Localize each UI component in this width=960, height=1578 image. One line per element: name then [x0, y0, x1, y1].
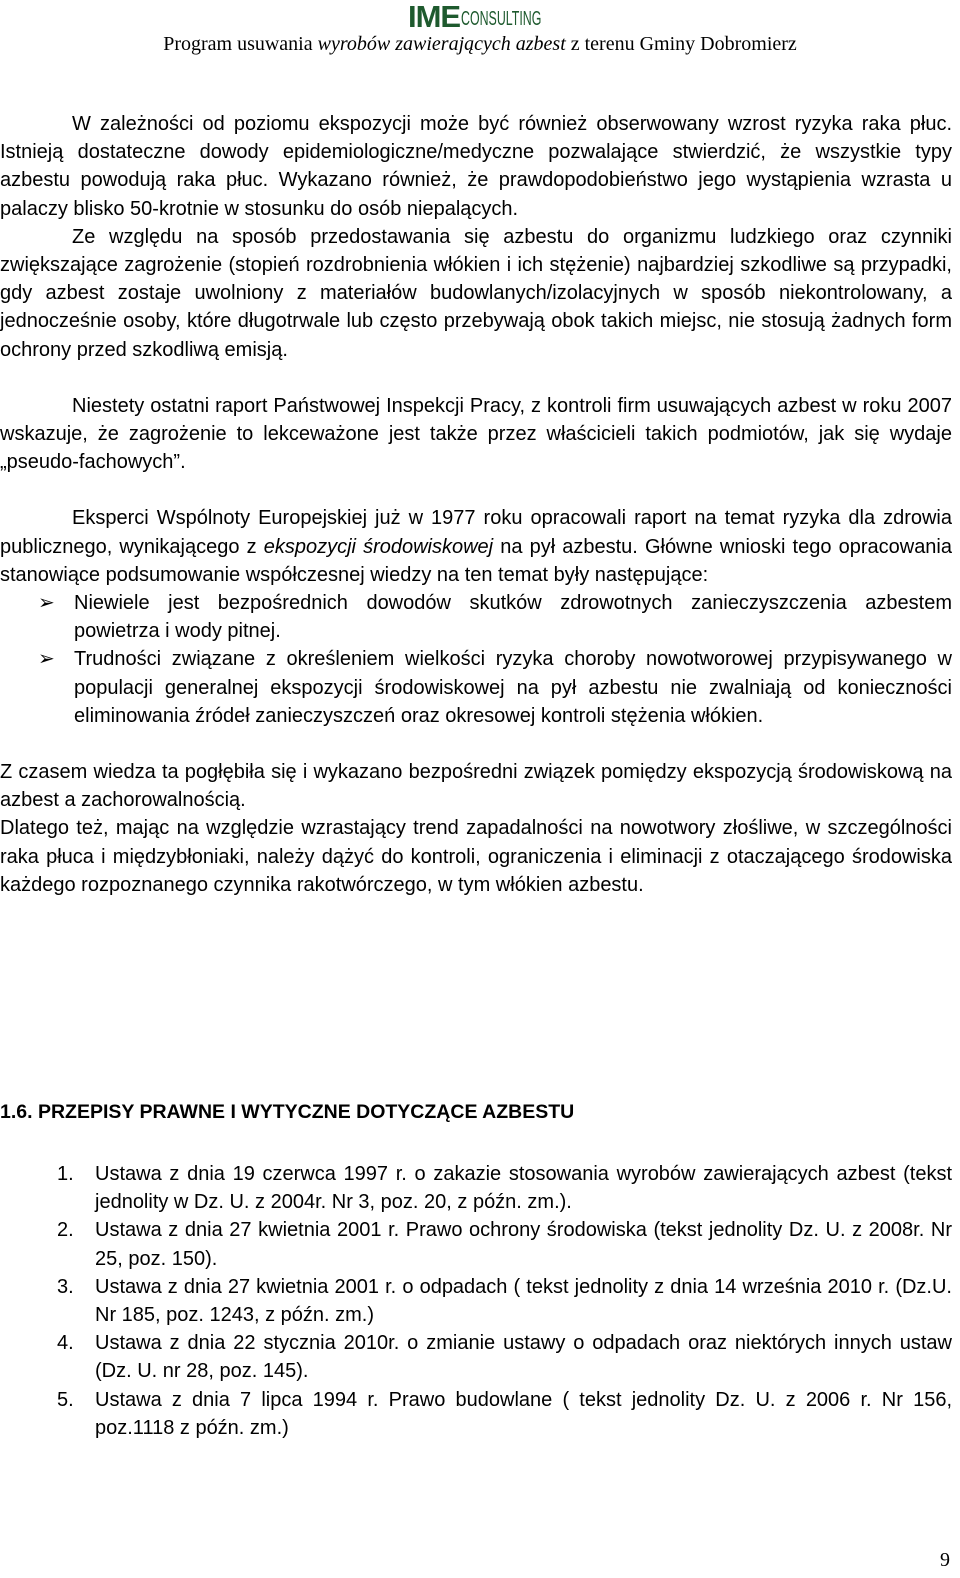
list-item: [0, 645, 952, 730]
document-title: [0, 32, 960, 56]
list-item: [0, 589, 952, 645]
list-item-text: Trudności związane z określeniem wielkości ryzyka choroby nowotworowej przypisywanego w populacji generalnej ekspozycji środowiskowej na pył azbestu nie zwalniają od konieczności eliminowania źródeł zanieczyszczeń oraz okresowej kontroli stężenia włókien.: [74, 648, 952, 727]
arrowhead-bullet-icon: ➢: [38, 648, 55, 671]
list-item-number: 1.: [57, 1163, 74, 1185]
paragraph-knowledge-deepened: Z czasem wiedza ta pogłębiła się i wykazano bezpośredni związek pomiędzy ekspozycją środowiskową na azbest a zachorowalnością.: [0, 761, 952, 812]
list-item-number: 5.: [57, 1388, 74, 1411]
legal-acts-list: [0, 1160, 952, 1442]
list-item-text: Niewiele jest bezpośrednich dowodów skutków zdrowotnych zanieczyszczenia azbestem powietrza i wody pitnej.: [74, 592, 952, 643]
paragraph-lung-cancer-risk: W zależności od poziomu ekspozycji może być również obserwowany wzrost ryzyka raka płuc. Istnieją dostateczne dowody epidemiologiczne/medyczne pozwalające stwierdzić, że wszystkie typy azbestu powodują raka płuc. Wykazano również, że prawdopodobieństwo jego wystąpienia wzrasta u palaczy blisko 50-krotnie w stosunku do osób niepalących.: [0, 113, 952, 220]
title-prefix: Program usuwania: [163, 33, 313, 55]
logo-main-text: IME: [408, 0, 461, 34]
list-item: [0, 1273, 952, 1329]
paragraph-eu-experts: [0, 504, 952, 589]
list-item-text: Ustawa z dnia 27 kwietnia 2001 r. Prawo ochrony środowiska (tekst jednolity Dz. U. z 2008r. Nr 25, poz. 150).: [95, 1219, 952, 1270]
page-header: [0, 0, 960, 60]
list-item-text: Ustawa z dnia 7 lipca 1994 r. Prawo budowlane ( tekst jednolity Dz. U. z 2006 r. Nr 156, poz.1118 z późn. zm.): [95, 1388, 952, 1439]
title-suffix: z terenu Gminy Dobromierz: [570, 33, 797, 55]
section-heading: 1.6. PRZEPISY PRAWNE I WYTYCZNE DOTYCZĄCE AZBESTU: [0, 1101, 575, 1123]
paragraph-exposure-factors: Ze względu na sposób przedostawania się azbestu do organizmu ludzkiego oraz czynniki zwiększające zagrożenie (stopień rozdrobnienia włókien i ich stężenie) najbardziej szkodliwe są przypadki, gdy azbest zostaje uwolniony z materiałów budowlanych/izolacyjnych w sposób niekontrolowany, a jednocześnie osoby, które długotrwale lub często przebywają obok takich miejsc, nie stosują żadnych form ochrony przed szkodliwą emisją.: [0, 225, 952, 361]
arrowhead-bullet-icon: ➢: [38, 592, 55, 615]
paragraph-control-recommendation: Dlatego też, mając na względzie wzrastający trend zapadalności na nowotwory złośliwe, w szczególności raka płuca i międzybłoniaki, należy dążyć do kontroli, ograniczenia i eliminacji z otaczającego środowiska każdego rozpoznanego czynnika rakotwórczego, w tym włókien azbestu.: [0, 817, 952, 896]
title-italic: wyrobów zawierających azbest: [317, 33, 566, 55]
list-item-text: Ustawa z dnia 22 stycznia 2010r. o zmianie ustawy o odpadach oraz niektórych innych ustaw (Dz. U. nr 28, poz. 145).: [95, 1332, 952, 1383]
paragraph-labour-inspection-report: Niestety ostatni raport Państwowej Inspekcji Pracy, z kontroli firm usuwających azbest w roku 2007 wskazuje, że zagrożenie to lekceważone jest także przez właścicieli takich podmiotów, jak się wydaje „pseudo-fachowych”.: [0, 394, 952, 474]
list-item-number: 3.: [57, 1275, 74, 1298]
list-item: [0, 1329, 952, 1385]
list-item-text: Ustawa z dnia 19 czerwca 1997 r. o zakazie stosowania wyrobów zawierających azbest (tekst jednolity w Dz. U. z 2004r. Nr 3, poz. 20, z późn. zm.).: [95, 1163, 952, 1214]
ime-consulting-logo: [408, 2, 591, 32]
p4-start: Eksperci Wspólnoty Europejskiej już w 1977 roku opracowali raport na temat ryzyka dla zdrowia publicznego, wynikającego z: [0, 507, 952, 558]
logo-sub-text: CONSULTING: [461, 8, 542, 30]
p4-italic: ekspozycji środowiskowej: [263, 535, 494, 558]
list-item: [0, 1160, 952, 1216]
list-item: [0, 1216, 952, 1272]
body-text: [0, 110, 952, 899]
list-item-number: 2.: [57, 1219, 74, 1242]
list-item: [0, 1386, 952, 1442]
conclusions-list: [0, 589, 952, 730]
p4-end: na pył azbestu. Główne wnioski tego opracowania stanowiące podsumowanie współczesnej wiedzy na ten temat były następujące:: [0, 535, 953, 586]
list-item-number: 4.: [57, 1332, 74, 1355]
list-item-text: Ustawa z dnia 27 kwietnia 2001 r. o odpadach ( tekst jednolity z dnia 14 września 2010 r. (Dz.U. Nr 185, poz. 1243, z późn. zm.): [95, 1275, 952, 1327]
page-number: 9: [940, 1549, 950, 1571]
